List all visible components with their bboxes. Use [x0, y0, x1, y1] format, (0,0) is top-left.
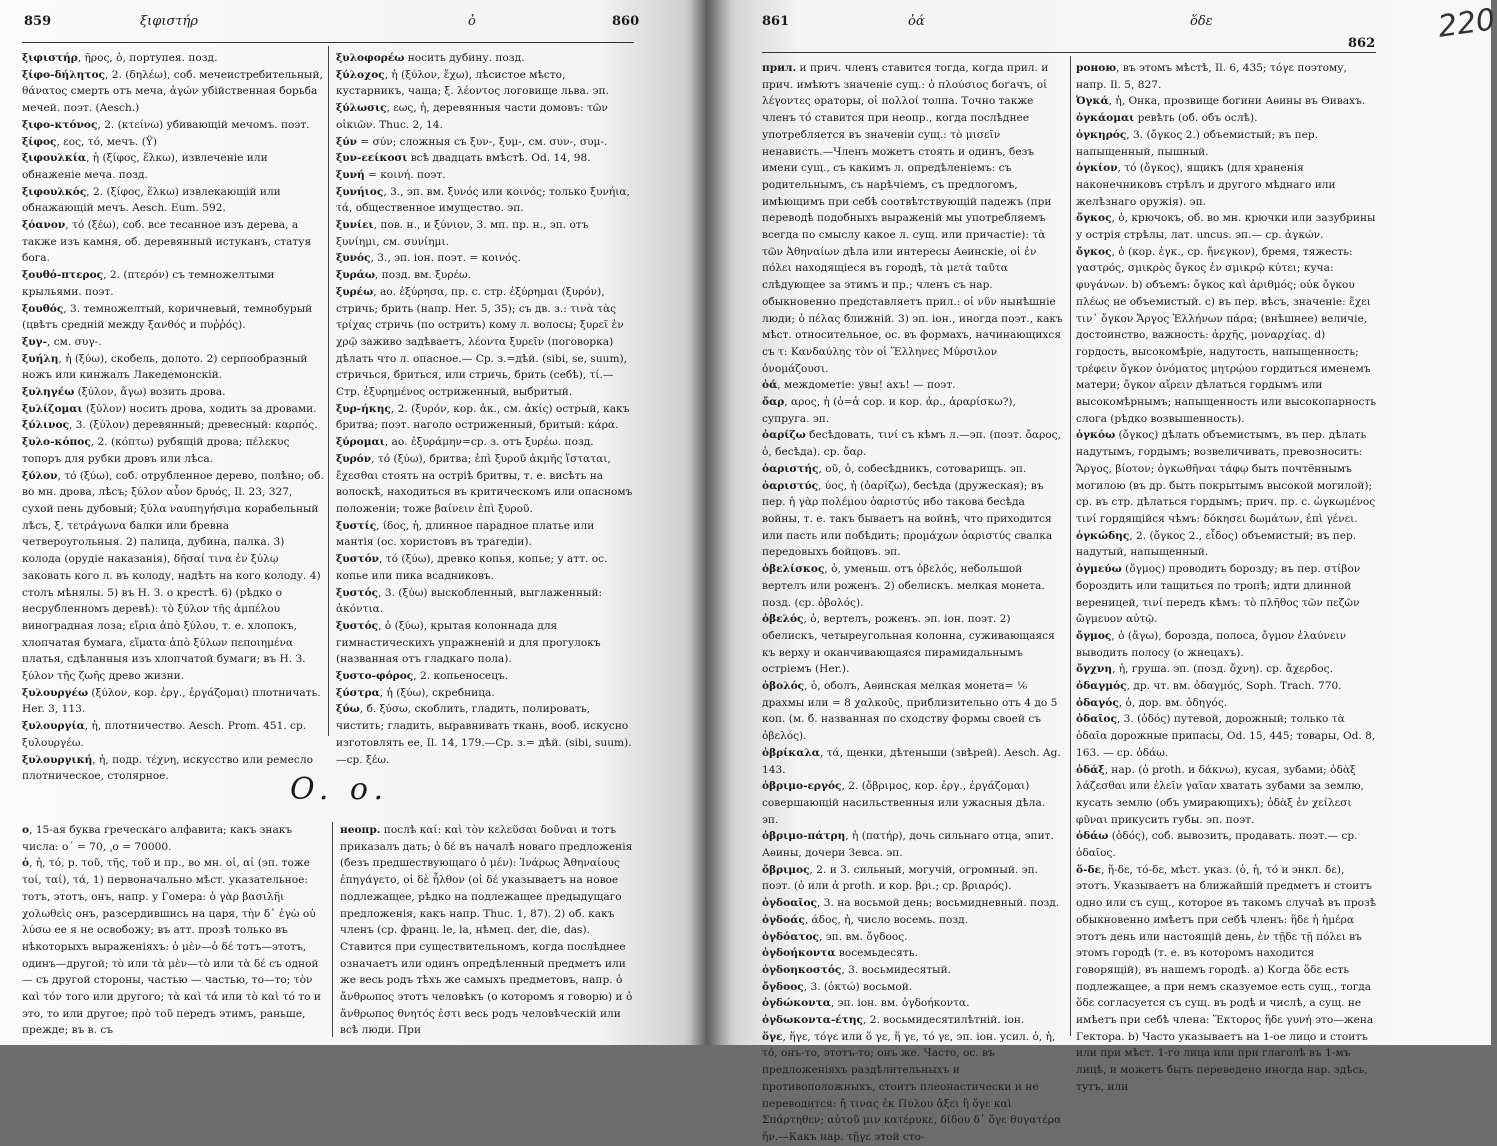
entry: ὀά, междометіе: увы! ахъ! — поэт.: [762, 379, 956, 392]
running-head-861: ὀά: [908, 14, 925, 29]
entry: ὀγδώκοντα, эп. іон. вм. ὀγδοήκοντα.: [762, 997, 970, 1010]
headword: ξυρέω: [336, 285, 374, 298]
headword: ξυστίς: [336, 519, 377, 532]
headword: ξυρόν: [336, 452, 372, 465]
entry: ξυστός, 3. (ξύω) выскобленный, выглаженный: ἀκόντια.: [336, 586, 603, 616]
headword: ο: [22, 824, 30, 836]
headword: ξυνήιος: [336, 185, 384, 198]
headword: ξίφος: [22, 135, 57, 148]
entry: ὄγχνη, ἡ, груша. эп. (позд. ὄχνη). ср. ἄχερδος.: [1076, 663, 1333, 676]
entry: ξυνός, 3., эп. іон. поэт. = κοινός.: [336, 252, 521, 265]
entry: ὀγμεύω (ὄγμος) проводить борозду; въ пер. στίβον бороздить или тащиться по тропѣ; идти длинной вереницей, τινί передъ кѣмъ: τὸ πλῆθος τῶν πεζῶν ὤγμευον αὐτῷ.: [1076, 563, 1361, 626]
headword: ὀγδοηκοστός: [762, 963, 842, 976]
headword: ξυν-εείκοσι: [336, 152, 408, 165]
headword: ὀβελίσκος: [762, 563, 825, 576]
entry: ὀδάξ, нар. (ὁ proth. и δάκνω), кусая, зубами; ὀδὰξ λάζεσθαι или ἑλεῖν γαῖαν хватать зубами за землю, кусать землю (объ умирающихъ); ὀδὰξ ἐν χείλεσι φῦναι прикусить губы. эп. поэт.: [1076, 763, 1364, 826]
headword: ὀδαγμός: [1076, 680, 1127, 693]
entry: ξουθός, 3. темножелтый, коричневый, темнобурый (цвѣтъ средній между ξανθός и πυῤῥός).: [22, 302, 313, 332]
entry: ὅ-δε, ἥ-δε, τό-δε, мѣст. указ. (ὁ, ἡ, τό и энкл. δε), этотъ. Указываетъ на ближайшій предметъ и стоитъ одно или съ сущ., которое въ такомъ случаѣ въ прозѣ обыкновенно имѣетъ при себѣ членъ: ἥδε ἡ ἡμέρα этотъ день или настоящій день, ἐν τῇδε τῇ πόλει въ этомъ городѣ (т. е. въ которомъ находится говорящій), въ нашемъ городѣ. a) Когда ὅδε есть подлежащее, а при немъ сказуемое есть сущ., тогда ὅδε согласуется съ сущ. въ родѣ и числѣ, а сущ. не имѣетъ при себѣ члена: Ἕκτορος ἥδε γυνή это—жена Гектора. b) Часто указываетъ на 1-ое лицо и стоитъ или при мѣст. 1-го лица или при глаголѣ въ 1-мъ лицѣ, и можетъ быть переведено иногда нар. здѣсь, тутъ, или: [1076, 863, 1377, 1093]
headword: ὀγδοήκοντα: [762, 947, 836, 960]
handwritten-folio-stamp: 220: [1435, 2, 1497, 45]
headword: ξιφο-κτόνος: [22, 118, 98, 131]
headword: ξυγ-: [22, 335, 48, 348]
headword: ξύλινος: [22, 419, 70, 432]
entry: ξύλωσις, εως, ἡ, деревянныя части домовъ: τῶν οἰκιῶν. Thuc. 2, 14.: [336, 102, 608, 131]
entry: ὄγκος, ὁ, крючокъ, об. во мн. крючки или зазубрины у острія стрѣлы, лат. uncus. эп.— ср. ἀγκών.: [1076, 212, 1376, 242]
column-861: [762, 60, 1064, 1143]
entry: ξυράω, позд. вм. ξυρέω.: [336, 269, 472, 282]
headword: ξυλουργέω: [22, 686, 89, 699]
headword: ὄαρ: [762, 396, 785, 409]
headword: ὄβριμος: [762, 863, 810, 876]
entry: ξύλοχος, ἡ (ξύλον, ἔχω), лѣсистое мѣсто, кустарникъ, чаща; ξ. λέοντος логовище льва. эп.: [336, 68, 609, 98]
entry: ξυληγέω (ξύλον, ἄγω) возить дрова.: [22, 386, 226, 399]
headword: ὀαρίζω: [762, 429, 806, 442]
headword: ὀγδόατος: [762, 930, 819, 943]
headword: ὀβολός: [762, 680, 805, 693]
entry: ξιφιστήρ, ῆρος, ὁ, портупея. позд.: [22, 52, 218, 64]
entry: ὀγδόατος, эп. вм. ὄγδοος.: [762, 930, 908, 943]
entry: ὀβολός, ὁ, оболъ, Аѳинская мелкая монета= ⅙ драхмы или = 8 χαλκοῦς, приблизительно отъ 4 до 5 коп. (м. б. названная по сходству формы своей съ ὀβελός).: [762, 680, 1058, 743]
headword: ὁδαῖος: [1076, 713, 1117, 726]
entry: ξυστίς, ίδος, ἡ, длинное парадное платье или мантія (ос. хористовъ въ трагедіи).: [336, 519, 595, 549]
entry: ὀαριστύς, ύος, ἡ (ὀαρίζω), бесѣда (дружеская); въ пер. ἡ γὰρ πολέμου ὀαριστύς ибо такова бесѣда войны, т. е. такъ бываетъ на войнѣ, что приходится или пасть или побѣдить; προμάχων ὀαριστύς свалка передовыхъ бойцовъ. эп.: [762, 479, 1053, 559]
entry: ὀγκάομαι ревѣть (об. объ ослѣ).: [1076, 112, 1258, 125]
entry: ὁδάω (ὁδός), соб. вывозить, продавать. поэт.— ср. ὁδαῖος.: [1076, 830, 1358, 860]
entry: ὄγμος, ὁ (ἄγω), борозда, полоса, ὄγμον ἐλαύνειν выводить полосу (о жнецахъ).: [1076, 629, 1347, 659]
headword: ὁδάω: [1076, 830, 1109, 843]
headword: ὄγμος: [1076, 629, 1112, 642]
entry: ξύν = σύν; сложныя съ ξυν-, ξυμ-, см. συν-, συμ-.: [336, 135, 608, 148]
entry: ξυνή = κοινή. поэт.: [336, 168, 446, 181]
column-860-top: [336, 50, 634, 766]
headword: ξύρομαι: [336, 436, 385, 449]
headword: неопр.: [340, 824, 381, 836]
headword: ὁ: [22, 857, 30, 870]
entry: ξυν-εείκοσι всѣ двадцать вмѣстѣ. Od. 14, 98.: [336, 152, 591, 165]
entry: ὁδαῖος, 3. (ὁδός) путевой, дорожный; только τὰ ὁδαῖα дорожные припасы, Od. 15, 445; товары, Od. 8, 163. — ср. ὁδάω.: [1076, 713, 1376, 759]
headword: ξυστόν: [336, 553, 379, 566]
headword: ξυλοφορέω: [336, 52, 405, 64]
headword: ὄγδοος: [762, 980, 804, 993]
headword: ξυστός: [336, 586, 379, 599]
entry: ὀγδοηκοστός, 3. восьмидесятый.: [762, 963, 952, 976]
entry: ὀαρίζω бесѣдовать, τινί съ кѣмъ л.—эп. (поэт. ὄαρος, ὁ, бесѣда). ср. ὄαρ.: [762, 429, 1061, 459]
entry: ὁ, ἡ, τό, р. τοῦ, τῆς, τοῦ и пр., во мн. οἱ, αἱ (эп. тоже τοί, ταί), τά, 1) первоначально мѣст. указательное: тотъ, этотъ, онъ, напр. у Гомера: ὁ γὰρ βασιλῆι χολωθεὶς онъ, разсердившись на царя, τὴν δ᾽ ἐγὼ οὐ λύσω ее я не освобожу; въ атт. прозѣ только въ нѣкоторыхъ выраженіяхъ: ὁ μὲν—ὁ δέ тотъ—этотъ, одинъ—другой; τὸ или τὰ μὲν—τὸ или τὰ δέ съ одной — съ другой стороны, частью — частью, то—то; τὸν καὶ τόν того или другого; τὰ καὶ τά или τὸ καὶ τό то и это, то или другое; πρὸ τοῦ передъ этимъ, раньше, прежде; въ в. съ: [22, 857, 321, 1037]
headword: ξύλον: [22, 469, 58, 482]
book-gutter: [690, 0, 730, 1045]
entry: ὀδαγός, ὁ, дор. вм. ὁδηγός.: [1076, 696, 1228, 709]
entry: ὀβελίσκος, ὁ, уменьш. отъ ὀβελός, небольшой вертелъ или роженъ. 2) обелискъ. мелкая монета. позд. (ср. ὀβολός).: [762, 563, 1045, 609]
headword: ξύω: [336, 703, 360, 716]
entry: ξίφο-δήλητος, 2. (δηλέω), соб. мечеистребительный, θάνατος смерть отъ меча, ἀγών убійственная борьба мечей. поэт. (Aesch.): [22, 68, 323, 115]
column-859-top: [22, 50, 324, 783]
entry: ὄαρ, αρος, ἡ (ὁ=ἁ сор. и кор. ἀρ., ἀραρίσκω?), супруга. эп.: [762, 396, 1016, 425]
headword: ξύστρα: [336, 686, 380, 699]
headword: ὀβρίκαλα: [762, 746, 820, 759]
headword: ξυήλη: [22, 352, 59, 365]
entry: ξίφος, εος, τό, мечъ. (Ϋ): [22, 135, 158, 148]
entry: ὄγδοος, 3. (ὀκτώ) восьмой.: [762, 980, 913, 993]
entry: прил. и прич. членъ ставится тогда, когда прил. и прич. имѣютъ значеніе сущ.: ὁ πλούσιος богачъ, οἱ λέγοντες ораторы, οἱ πολλοί толпа. Точно также членъ τό ставится при неопр., когда послѣднее употребляется въ значеніи сущ.: τὸ μισεῖν ненависть.—Членъ можетъ стоять и одинъ, безъ имени сущ., съ какимъ л. опредѣленіемъ: съ родительнымъ, съ нарѣчіемъ, съ предлогомъ, имѣющимъ при себѣ соотвѣтствующій падежъ (при переводѣ подобныхъ выраженій мы употребляемъ всегда по смыслу какое л. сущ. или причастіе): τὰ τῶν Ἀθηναίων дѣла или интересы Аѳинскіе, οἱ ἐν πόλει находящіеся въ городѣ, τὰ μετὰ ταῦτα слѣдующее за этимъ и пр.; членъ съ нар. обыкновенно представляетъ прил.: οἱ νῦν нынѣшніе люди; ὁ πέλας ближній. 3) эп. іон., иногда поэт., какъ мѣст. относительное, ос. въ формахъ, начинающихся съ τ: Κανδαύλης τὸν οἱ Ἕλληνες Μύρσιλον ὀνομάζουσι.: [762, 62, 1063, 375]
headword: ὀγκίον: [1076, 162, 1118, 175]
headword: ξυστός: [336, 619, 379, 632]
headword: ὀβριμο-εργός: [762, 780, 842, 793]
headword: ὀγδοαῖος: [762, 897, 817, 910]
headword: ὄγχνη: [1076, 663, 1113, 676]
entry: ξύστρα, ἡ (ξύω), скребница.: [336, 686, 495, 699]
running-head-859: ξιφιστήρ: [140, 14, 198, 29]
column-860-bottom: [340, 822, 634, 1037]
entry: ὅγε, ἥγε, τόγε или ὅ γε, ἥ γε, τό γε, эп. іон. усил. ὁ, ἡ, τό, онъ-то, этотъ-то; онъ же. Часто, ос. въ предложеніяхъ раздѣлительныхъ и противоположныхъ, стоитъ плеонастически и не переводится: ἤ τινας ἐκ Πύλου ἄξει ἢ ὅγε καὶ Σπάρτηθεν; αὐτοῦ μιν κατέρυκε, δίδου δ᾽ ὅγε θυγατέρα ἥν.—Какъ нар. τῇγε этой сто-: [762, 1030, 1062, 1143]
entry: ὀγκίον, τό (ὄγκος), ящикъ (для храненія наконечниковъ стрѣлъ и другого мѣднаго или желѣзнаго оружія). эп.: [1076, 162, 1336, 208]
headword: Ὀγκά: [1076, 95, 1109, 108]
column-859-bottom: [22, 822, 326, 1037]
entry: ξυρέω, ао. ἐξύρησα, пр. с. стр. ἐξύρημαι (ξυρόν), стричь; брить (напр. Her. 5, 35); съ дв. з.: τινὰ τὰς τρίχας стричь (по острить) кому л. волосы; ξυρεῖ ἐν χρῷ заживо задѣваетъ, λέοντα ξυρεῖν (поговорка) дѣлать что л. опасное.— Ср. з.=дѣй. (sibi, se, suum), стричься, бриться, или стричь, брить (себѣ), τί.—Стр. ἐξυρημένος остриженный, выбритый.: [336, 285, 628, 399]
entry: ξυστός, ὁ (ξύω), крытая колоннада для гимнастическихъ упражненій и для прогулокъ (названная отъ гладкаго пола).: [336, 619, 601, 666]
entry: ξύρομαι, ао. ἐξυράμην=ср. з. отъ ξυρέω. позд.: [336, 436, 594, 449]
page-number-861: 861: [762, 14, 790, 29]
headword: ξυλουργική: [22, 753, 93, 766]
entry: Ὀγκά, ἡ, Онка, прозвище богини Аѳины въ Ѳивахъ.: [1076, 95, 1366, 108]
entry: ξόανον, τό (ξέω), соб. все тесанное изъ дерева, а также изъ камня, об. деревянный истуканъ, статуя бога.: [22, 219, 312, 265]
headword: ξυνίει: [336, 219, 374, 232]
entry: ξυρόν, τό (ξύω), бритва; ἐπὶ ξυροῦ ἀκμῆς ἵσταται, ἔχεσθαι стоять на острiѣ бритвы, т. е. висѣть на волоскѣ, находиться въ критическомъ или опасномъ положеніи; тоже βαίνειν ἐπὶ ξυροῦ.: [336, 452, 633, 515]
column-divider-bottom-left: [332, 822, 333, 1037]
headword: ὀγκηρός: [1076, 128, 1127, 141]
headword: ξυστο-φόρος: [336, 670, 414, 683]
entry: ὀγδοήκοντα восемьдесять.: [762, 947, 918, 960]
entry: ξυλο-κόπος, 2. (κόπτω) рубящій дрова; πέλεκυς топоръ для рубки дровъ или лѣса.: [22, 436, 290, 465]
column-divider-right: [1070, 56, 1071, 1036]
running-head-860: ὁ: [468, 14, 476, 29]
headword: ὀγμεύω: [1076, 563, 1122, 576]
headword: ξυλίζομαι: [22, 402, 83, 415]
headword: ὀά: [762, 379, 778, 392]
headword: ξυνός: [336, 252, 371, 265]
header-rule-left: [22, 42, 634, 43]
entry: ξυλουργέω (ξύλον, кор. ἐργ., ἐργάζομαι) плотничать. Her. 3, 113.: [22, 686, 321, 716]
headword: ξιφουλκός: [22, 185, 87, 198]
entry: ὀγκώδης, 2. (ὄγκος 2., εἶδος) объемистый; въ пер. надутый, напыщенный.: [1076, 529, 1357, 559]
section-letter-omicron: O. o.: [290, 772, 389, 807]
entry: ξυλουργική, ἡ, подр. τέχνη, искусство или ремесло плотническое, столярное.: [22, 753, 313, 783]
entry: неопр. послѣ καί: καὶ τὸν κελεῦσαι δοῦναι и тотъ приказалъ дать; ὁ δέ въ началѣ новаго предложенія (безъ предшествующаго ὁ μέν): Ἰνάρως Ἀθηναίους ἐπηγάγετο, οἱ δὲ ἦλθον (οἱ δέ указываетъ на новое подлежащее, рѣдко на подлежащее предыдущаго предложенія, какъ напр. Thuc. 1, 87). 2) об. какъ членъ (ср. франц. le, la, нѣмец. der, die, das). Ставится при существительномъ, когда послѣднее означаетъ или одинъ опредѣленный предметъ или же весь родъ тѣхъ же самыхъ предметовъ, напр. ὁ ἄνθρωπος этотъ человѣкъ (о которомъ я говорю) и ὁ ἄνθρωπος θνητός ἐστι весь родъ человѣческій или всѣ люди. При: [340, 824, 633, 1037]
entry: ὀαριστής, οῦ, ὁ, собесѣдникъ, сотоварищъ. эп.: [762, 462, 1027, 475]
headword: ὀγκάομαι: [1076, 112, 1135, 125]
entry: ξυνήιος, 3., эп. вм. ξυνός или κοινός; только ξυνήια, τά, общественное имущество. эп.: [336, 185, 630, 215]
headword: ξουθό-πτερος: [22, 269, 104, 282]
headword: ὀγδώκοντα: [762, 997, 831, 1010]
headword: ὀβριμο-πάτρη: [762, 830, 846, 843]
entry: ξυλοφορέω носить дубину. позд.: [336, 52, 525, 64]
entry: ὀδαγμός, др. чт. вм. ὀδαγμός, Soph. Trach. 770.: [1076, 680, 1342, 693]
entry: роною, въ этомъ мѣстѣ, Il. 6, 435; τόγε поэтому, напр. Il. 5, 827.: [1076, 62, 1347, 91]
entry: ξύλινος, 3. (ξύλον) деревянный; древесный: καρπός.: [22, 419, 318, 432]
column-862: [1076, 60, 1378, 1093]
entry: ξιφουλκός, 2. (ξίφος, ἕλκω) извлекающій или обнажающій мечъ. Aesch. Eum. 592.: [22, 185, 281, 215]
entry: ξιφουλκία, ἡ (ξίφος, ἕλκω), извлеченіе или обнаженіе меча. позд.: [22, 152, 268, 181]
entry: ὀβελός, ὁ, вертелъ, роженъ. эп. іон. поэт. 2) обелискъ, четыреугольная колонна, суживающаяся къ верху и оканчивающаяся пирамидальнымъ остріемъ (Her.).: [762, 613, 1055, 676]
headword: ξύν: [336, 135, 357, 148]
headword: ξυρ-ήκης: [336, 402, 391, 415]
entry: ὀγδοαῖος, 3. на восьмой день; восьмидневный. позд.: [762, 897, 1060, 910]
headword: ὀαριστύς: [762, 479, 819, 492]
headword: ὀγδοάς: [762, 913, 805, 926]
headword: ξυνή: [336, 168, 365, 181]
headword: ὀγδωκοντα-έτης: [762, 1014, 863, 1027]
headword: ὅγε: [762, 1030, 783, 1043]
running-head-862: ὅδε: [1190, 14, 1213, 29]
headword: ὀβελός: [762, 613, 804, 626]
page-number-859: 859: [24, 14, 52, 29]
entry: ξύλον, τό (ξύω), соб. отрубленное дерево, полѣно; об. во мн. дрова, лѣсъ; ξύλον αὖον δρυός, Il. 23, 327, сухой пень дубовый; ξύλα ναυπηγήσιμα корабельный лѣсъ, ξ. τετράγωνα балки или бревна четвероугольныя. 2) палица, дубина, палка. 3) колода (орудіе наказанія), δῆσαί τινα ἐν ξύλῳ заковать кого л. въ колоду, надѣть на кого колоду. 4) столъ мѣнялы. 5) въ Н. З. о крестѣ. 6) (рѣдко о несрубленномъ деревѣ): τὸ ξύλον τῆς ἀμπέλου виноградная лоза; εἴρια ἀπὸ ξύλου, т. е. хлопокъ, хлопчатая бумага, εἵματα ἀπὸ ξύλων πεποιημένα платья, сдѣланныя изъ хлопчатой бумаги; въ Н. З. ξύλον τῆς ζωῆς древо жизни.: [22, 469, 324, 683]
entry: ξυλίζομαι (ξύλον) носить дрова, ходить за дровами.: [22, 402, 317, 415]
entry: ξυλουργία, ἡ, плотничество. Aesch. Prom. 451. ср. ξυλουργέω.: [22, 720, 307, 749]
headword: ὀγκώδης: [1076, 529, 1130, 542]
entry: ὀβριμο-εργός, 2. (ὄβριμος, кор. ἐργ., ἐργάζομαι) совершающій насильственныя или ужасныя дѣла. эп.: [762, 780, 1046, 826]
headword: ξόανον: [22, 219, 66, 232]
header-rule-right: [762, 52, 1376, 53]
entry: ὀγκόω (ὄγκος) дѣлать объемистымъ, въ пер. дѣлать надутымъ, гордымъ; возвеличивать, превозносить: Ἄργος, βίοτον; ὀγκωθῆναι τάφῳ быть почтённымъ могилою (въ др. быть покрытымъ высокой могилой); ср. въ стр. дѣлаться гордымъ; прич. пр. с. ὠγκωμένος τινί гордящійся чѣмъ: δόκησει δωμάτων, ἐπὶ γένει.: [1076, 429, 1376, 525]
headword: ὀδάξ: [1076, 763, 1105, 776]
entry: ξουθό-πτερος, 2. (πτερόν) съ темножелтыми крыльями. поэт.: [22, 269, 275, 298]
headword: ξυλο-κόπος: [22, 436, 91, 449]
headword: ξιφουλκία: [22, 152, 87, 165]
page-number-860: 860: [612, 14, 640, 29]
headword: ὄγκος: [1076, 245, 1112, 258]
entry: ὄγκος, ὁ (кор. ἐγκ., ср. ἤνεγκον), бремя, тяжесть: γαστρός, σμικρὸς ὄγκος ἐν σμικρῷ κύτει; куча: φυγάνων. b) объемъ: ὄγκος καὶ ἀριθμός; οὐκ ὄγκου πλέως не объемистый. c) въ пер. вѣсъ, значеніе: ἔχει τιν᾽ ὄγκον Ἄργος Ἑλλήνων πάρα; (внѣшнее) величіе, достоинство, важность: ἀρχῆς, μοναρχίας. d) гордость, высокомѣріе, надутость, напыщенность; τρέφειν ὄγκον ὀνόματος μητρῴου гордиться именемъ матери; ὄγκον αἴρειν дѣлаться гордымъ или высокомѣрнымъ; напыщенность или высокопарность слога (рѣдко возвышенность).: [1076, 245, 1377, 425]
entry: ξυστο-φόρος, 2. копьеносецъ.: [336, 670, 509, 683]
headword: ὀαριστής: [762, 462, 819, 475]
entry: ὀγδωκοντα-έτης, 2. восьмидесятилѣтній. іон.: [762, 1014, 1025, 1027]
entry: ξυγ-, см. συγ-.: [22, 335, 102, 348]
entry: ξιφο-κτόνος, 2. (κτείνω) убивающій мечомъ. поэт.: [22, 118, 310, 131]
headword: ὀδαγός: [1076, 696, 1119, 709]
headword: ξύλοχος: [336, 68, 385, 81]
headword: прил.: [762, 62, 797, 74]
headword: ξιφιστήρ: [22, 52, 78, 64]
entry: ξύω, б. ξύσω, скоблить, гладить, полировать, чистить; гладить, выравнивать ткань, вооб. искусно изготовлять ее, Il. 14, 179.—Ср. з.= дѣй. (sibi, suum).—ср. ξέω.: [336, 703, 632, 766]
entry: ξυήλη, ἡ (ξύω), скобель, долото. 2) серпообразный ножъ или кинжалъ Лакедемонскій.: [22, 352, 308, 382]
headword: ξυληγέω: [22, 386, 75, 399]
entry: ὀβρίκαλα, τά, щенки, дѣтеныши (звѣрей). Aesch. Ag. 143.: [762, 746, 1061, 776]
headword: ξυράω: [336, 269, 375, 282]
headword: ὀγκόω: [1076, 429, 1116, 442]
entry: ξυστόν, τό (ξύω), древко копья, копье; у атт. ос. копье или пика всадниковъ.: [336, 553, 608, 582]
entry: ὄβριμος, 2. и 3. сильный, могучій, огромный. эп. поэт. (ὁ или ἁ proth. и кор. βρι.; ср. βριαρός).: [762, 863, 1039, 893]
headword: ὅ-δε: [1076, 863, 1101, 876]
entry: ξυνίει, пов. н., и ξύνιον, 3. мп. пр. н., эп. отъ ξυνίημι, см. συνίημι.: [336, 219, 589, 248]
entry: ὀγδοάς, άδος, ἡ, число восемь. позд.: [762, 913, 969, 926]
headword: ξυλουργία: [22, 720, 85, 733]
entry: ο, 15-ая буква греческаго алфавита; какъ знакъ числа: ο´ = 70, ͵ο = 70000.: [22, 824, 293, 853]
page-number-862: 862: [1348, 36, 1376, 51]
headword: ὄγκος: [1076, 212, 1112, 225]
headword: ξύλωσις: [336, 102, 387, 115]
column-divider-top-left: [328, 46, 329, 736]
entry: ὀβριμο-πάτρη, ἡ (πατήρ), дочь сильнаго отца, эпит. Аѳины, дочери Зевса. эп.: [762, 830, 1054, 860]
headword: ξουθός: [22, 302, 64, 315]
headword: ξίφο-δήλητος: [22, 68, 105, 81]
entry: ξυρ-ήκης, 2. (ξυρόν, кор. ἀκ., см. ἀκίς) острый, какъ бритва; поэт. наголо остриженный, бритый: κάρα.: [336, 402, 630, 432]
entry: ὀγκηρός, 3. (ὄγκος 2.) объемистый; въ пер. напыщенный, пышный.: [1076, 128, 1319, 158]
headword: роною: [1076, 62, 1117, 74]
